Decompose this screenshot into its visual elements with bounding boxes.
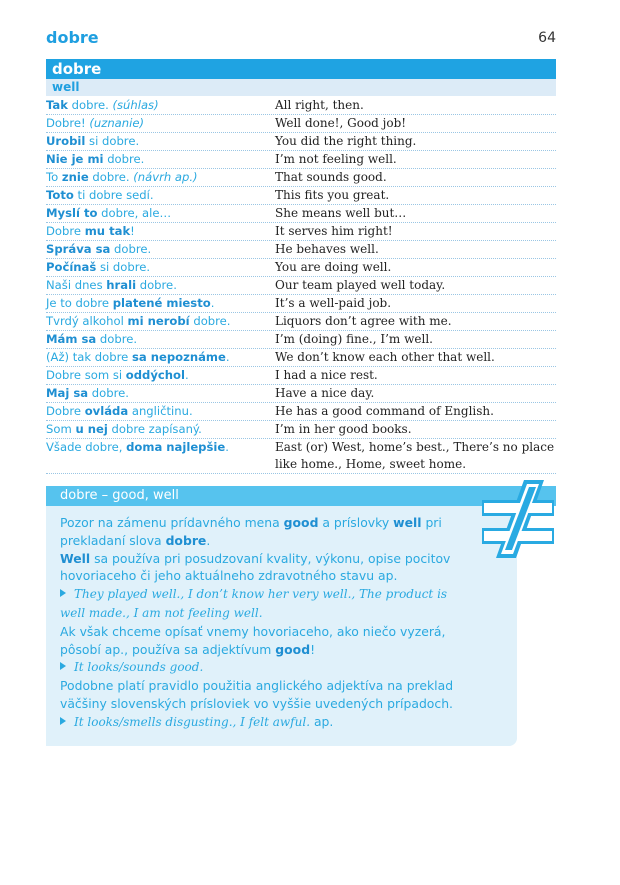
phrase-row bbox=[46, 151, 556, 169]
slovak-phrase: Mám sa dobre. bbox=[46, 332, 138, 346]
entry-translation: well bbox=[46, 79, 556, 96]
usage-example bbox=[60, 585, 475, 623]
slovak-phrase: (Až) tak dobre sa nepoznáme. bbox=[46, 350, 230, 364]
running-head: dobre bbox=[46, 28, 99, 47]
phrase-row bbox=[46, 385, 556, 403]
phrase-row bbox=[46, 187, 556, 205]
phrase-row bbox=[46, 169, 556, 187]
phrase-row bbox=[46, 313, 556, 331]
entry-headword: dobre bbox=[46, 59, 556, 79]
slovak-phrase: Správa sa dobre. bbox=[46, 242, 152, 256]
phrase-row bbox=[46, 241, 556, 259]
phrase-row bbox=[46, 115, 556, 133]
english-translation: He behaves well. bbox=[275, 242, 379, 256]
phrase-row bbox=[46, 439, 556, 474]
example-suffix: ap. bbox=[310, 713, 334, 729]
slovak-phrase: Dobre mu tak! bbox=[46, 224, 135, 238]
english-translation: This fits you great. bbox=[275, 188, 390, 202]
usage-paragraph: Podobne platí pravidlo použitia anglického adjektíva na preklad väčšiny slovenských prísloviek vo vyššie uvedených prípadoch. bbox=[60, 678, 454, 711]
slovak-phrase: Tvrdý alkohol mi nerobí dobre. bbox=[46, 314, 231, 328]
slovak-phrase: Naši dnes hrali dobre. bbox=[46, 278, 177, 292]
phrase-table bbox=[46, 97, 556, 474]
phrase-row bbox=[46, 259, 556, 277]
english-translation: I had a nice rest. bbox=[275, 368, 378, 382]
bullet-arrow-icon bbox=[60, 662, 66, 670]
slovak-phrase: Počínaš si dobre. bbox=[46, 260, 151, 274]
slovak-phrase: Toto ti dobre sedí. bbox=[46, 188, 154, 202]
slovak-phrase: To znie dobre. (návrh ap.) bbox=[46, 170, 198, 184]
phrase-row bbox=[46, 277, 556, 295]
example-text: They played well., I don’t know her very well., The product is well made., I am not feeling well. bbox=[60, 587, 448, 620]
english-translation: All right, then. bbox=[275, 98, 364, 112]
english-translation: You are doing well. bbox=[275, 260, 392, 274]
example-text: It looks/smells disgusting., I felt awful. bbox=[74, 714, 311, 729]
phrase-row bbox=[46, 97, 556, 115]
slovak-phrase: Myslí to dobre, ale… bbox=[46, 206, 172, 220]
slovak-phrase: Urobil si dobre. bbox=[46, 134, 140, 148]
slovak-phrase: Nie je mi dobre. bbox=[46, 152, 145, 166]
usage-example bbox=[60, 658, 475, 677]
english-translation: I’m in her good books. bbox=[275, 422, 412, 436]
phrase-row bbox=[46, 331, 556, 349]
phrase-row bbox=[46, 295, 556, 313]
english-translation: It serves him right! bbox=[275, 224, 393, 238]
english-translation: I’m (doing) fine., I’m well. bbox=[275, 332, 433, 346]
english-translation: Have a nice day. bbox=[275, 386, 375, 400]
example-text: It looks/sounds good. bbox=[74, 660, 204, 675]
bullet-arrow-icon bbox=[60, 589, 66, 597]
usage-example bbox=[60, 713, 475, 732]
slovak-phrase: Je to dobre platené miesto. bbox=[46, 296, 215, 310]
english-translation: She means well but… bbox=[275, 206, 407, 220]
phrase-row bbox=[46, 133, 556, 151]
english-translation: You did the right thing. bbox=[275, 134, 417, 148]
phrase-row bbox=[46, 367, 556, 385]
bullet-arrow-icon bbox=[60, 717, 66, 725]
english-translation: We don’t know each other that well. bbox=[275, 350, 495, 364]
usage-paragraph: Well sa používa pri posudzovaní kvality, výkonu, opise pocitov hovoriaceho či jeho aktuálneho zdravotného stavu ap. bbox=[60, 550, 451, 584]
phrase-row bbox=[46, 349, 556, 367]
phrase-row bbox=[46, 223, 556, 241]
slovak-phrase: Som u nej dobre zapísaný. bbox=[46, 422, 202, 436]
slovak-phrase: Dobre! (uznanie) bbox=[46, 116, 144, 130]
english-translation: That sounds good. bbox=[275, 170, 387, 184]
usage-note-body bbox=[60, 514, 475, 732]
english-translation: He has a good command of English. bbox=[275, 404, 494, 418]
usage-note-title: dobre – good, well bbox=[46, 486, 556, 506]
slovak-phrase: Dobre som si oddýchol. bbox=[46, 368, 189, 382]
english-translation: It’s a well-paid job. bbox=[275, 296, 392, 310]
english-translation: Well done!, Good job! bbox=[275, 116, 407, 130]
english-translation: I’m not feeling well. bbox=[275, 152, 397, 166]
slovak-phrase: Tak dobre. (súhlas) bbox=[46, 98, 159, 112]
slovak-phrase: Všade dobre, doma najlepšie. bbox=[46, 440, 229, 454]
english-translation: East (or) West, home’s best., There’s no place like home., Home, sweet home. bbox=[275, 440, 555, 471]
not-equal-icon bbox=[478, 478, 556, 564]
slovak-phrase: Dobre ovláda angličtinu. bbox=[46, 404, 193, 418]
usage-note bbox=[46, 486, 517, 746]
english-translation: Our team played well today. bbox=[275, 278, 446, 292]
usage-paragraph: Pozor na zámenu prídavného mena good a príslovky well pri prekladaní slova dobre. bbox=[60, 515, 442, 548]
usage-paragraph: Ak však chceme opísať vnemy hovoriaceho, ako niečo vyzerá, pôsobí ap., používa sa adjektívum good! bbox=[60, 623, 446, 657]
slovak-phrase: Maj sa dobre. bbox=[46, 386, 129, 400]
phrase-row bbox=[46, 403, 556, 421]
phrase-row bbox=[46, 421, 556, 439]
page-number: 64 bbox=[538, 30, 556, 46]
phrase-row bbox=[46, 205, 556, 223]
english-translation: Liquors don’t agree with me. bbox=[275, 314, 452, 328]
